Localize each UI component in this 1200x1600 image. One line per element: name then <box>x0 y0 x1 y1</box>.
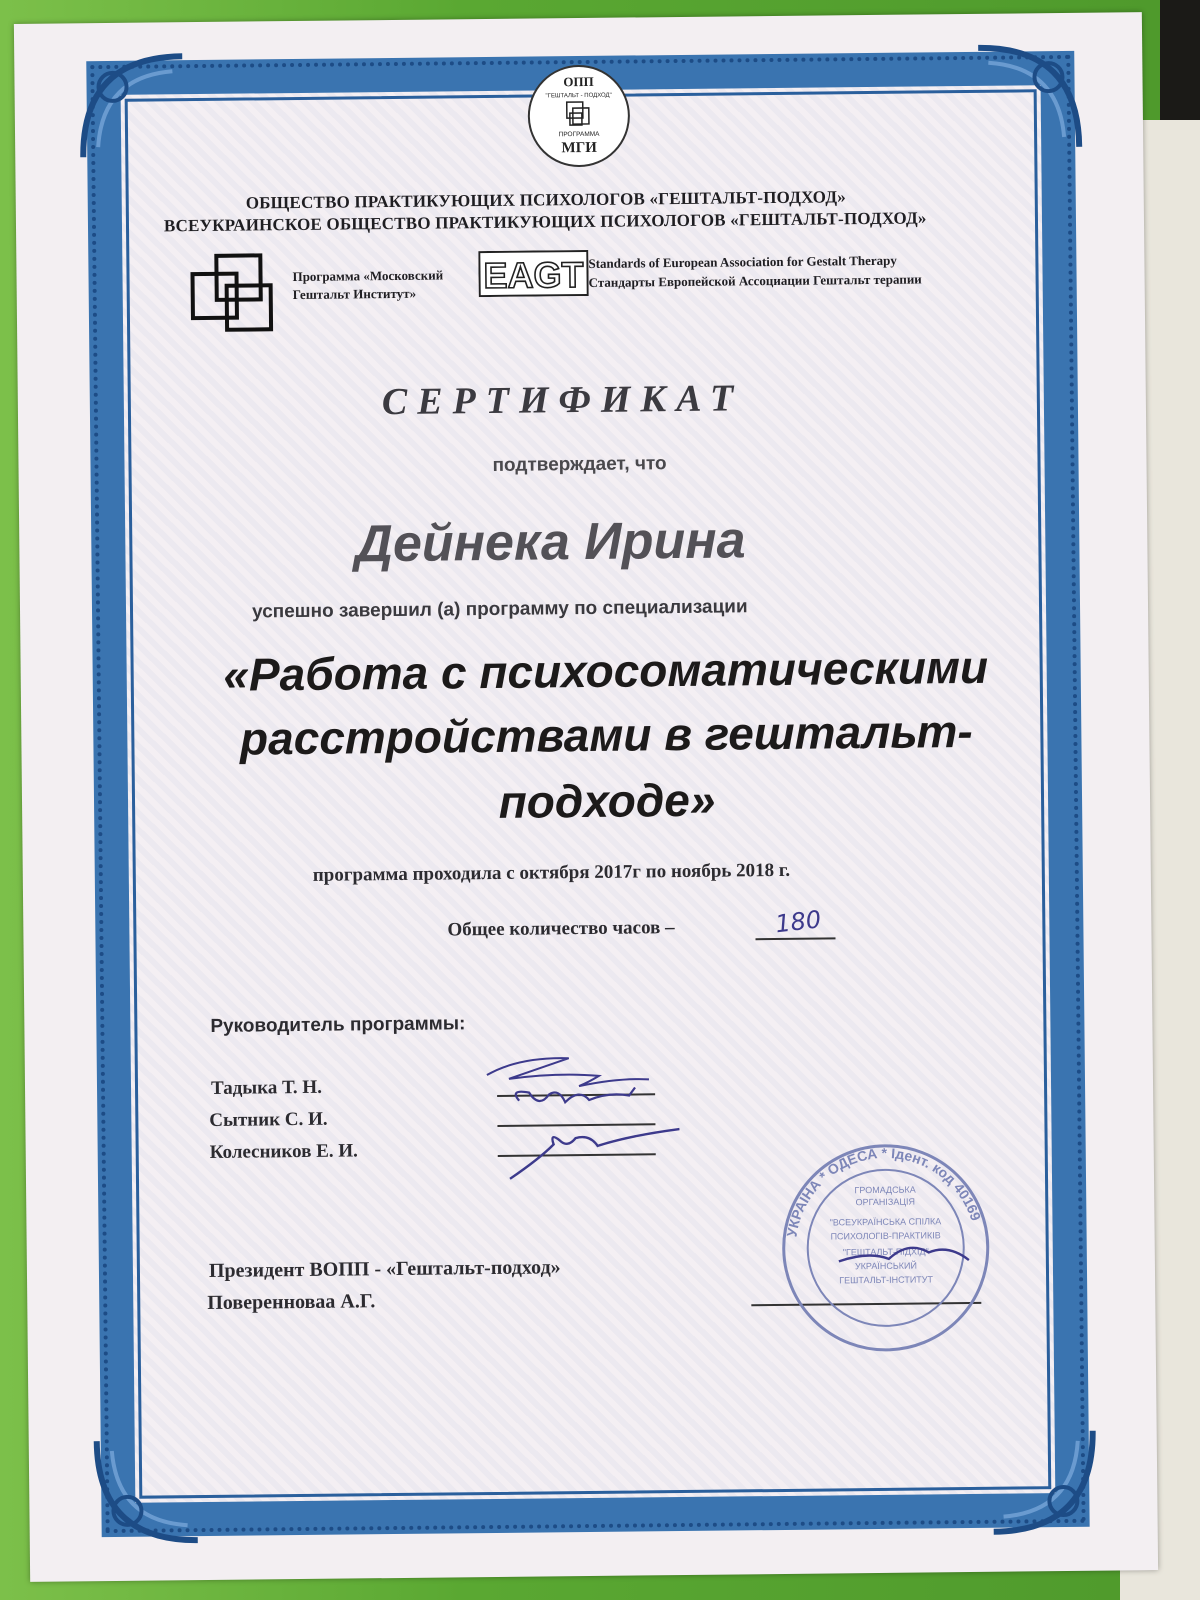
stamp-inner-line-6: УКРАЇНСЬКИЙ <box>854 1260 917 1272</box>
confirms-text: подтверждает, что <box>492 453 667 476</box>
logo-program-label: ПРОГРАММА <box>558 130 600 139</box>
total-hours-value: 180 <box>773 905 823 939</box>
leader-name-3: Колесников Е. И. <box>209 1140 358 1163</box>
opp-mgi-logo <box>526 63 631 168</box>
total-hours-label: Общее количество часов – <box>447 917 675 941</box>
logo-bottom-text: МГИ <box>561 139 597 157</box>
stamp-inner-line-5: "ГЕШТАЛЬТ-ПІДХІД" <box>842 1246 929 1258</box>
mgi-program-line-1: Программа «Московский <box>292 267 444 285</box>
stamp-outer-text: УКРАЇНА * ОДЕСА * Ідент. код 40169 <box>783 1144 985 1239</box>
certificate-sheet <box>14 12 1158 1582</box>
program-title-line-2: расстройствами в гештальт- <box>239 704 973 765</box>
certificate-title: СЕРТИФИКАТ <box>381 377 744 424</box>
official-stamp <box>778 1140 994 1356</box>
stamp-inner-line-1: ГРОМАДСЬКА <box>854 1184 916 1196</box>
corner-ornament-bottom-right <box>983 1421 1104 1542</box>
stamp-inner-line-7: ГЕШТАЛЬТ-ІНСТИТУТ <box>839 1274 934 1286</box>
mgi-squares-logo <box>188 251 285 338</box>
program-title-line-1: «Работа с психосоматическими <box>223 640 989 701</box>
program-leader-label: Руководитель программы: <box>210 1013 466 1037</box>
eagt-standards-line-1: Standards of European Association for Gestalt Therapy <box>588 252 897 271</box>
recipient-name: Дейнека Ирина <box>355 511 746 574</box>
stamp-inner-line-2: ОРГАНІЗАЦІЯ <box>855 1196 915 1208</box>
program-period: программа проходила с октября 2017г по ноябрь 2018 г. <box>312 859 791 886</box>
corner-ornament-top-right <box>968 37 1089 158</box>
organization-line-2: ВСЕУКРАИНСКОЕ ОБЩЕСТВО ПРАКТИКУЮЩИХ ПСИХОЛОГОВ «ГЕШТАЛЬТ-ПОДХОД» <box>163 208 927 236</box>
leader-name-1: Тадыка Т. Н. <box>210 1076 322 1099</box>
corner-ornament-bottom-left <box>87 1430 208 1551</box>
corner-ornament-top-left <box>72 46 193 167</box>
stamp-inner-line-4: ПСИХОЛОГІВ-ПРАКТИКІВ <box>830 1230 941 1242</box>
president-name: Поверенноваa А.Г. <box>207 1290 376 1314</box>
eagt-logo <box>478 250 588 297</box>
organization-line-1: ОБЩЕСТВО ПРАКТИКУЮЩИХ ПСИХОЛОГОВ «ГЕШТАЛЬТ-ПОДХОД» <box>245 187 846 213</box>
stamp-inner-line-3: "ВСЕУКРАЇНСЬКА СПІЛКА <box>829 1216 942 1228</box>
logo-arc-text: "ГЕШТАЛЬТ - ПОДХОД" <box>545 92 612 100</box>
leader-name-2: Сытник С. И. <box>209 1108 328 1131</box>
leader-signatures <box>479 1047 680 1189</box>
mgi-program-line-2: Гештальт Институт» <box>292 285 417 303</box>
completed-program-text: успешно завершил (а) программу по специализации <box>251 596 748 623</box>
eagt-logo-text: EAGT <box>483 253 584 297</box>
program-title-line-3: подходе» <box>498 773 716 828</box>
eagt-standards-line-2: Стандарты Европейской Ассоциации Гештальт терапии <box>588 271 922 290</box>
logo-top-text: ОПП <box>563 73 594 90</box>
president-title: Президент ВОПП - «Гештальт-подход» <box>208 1256 561 1282</box>
